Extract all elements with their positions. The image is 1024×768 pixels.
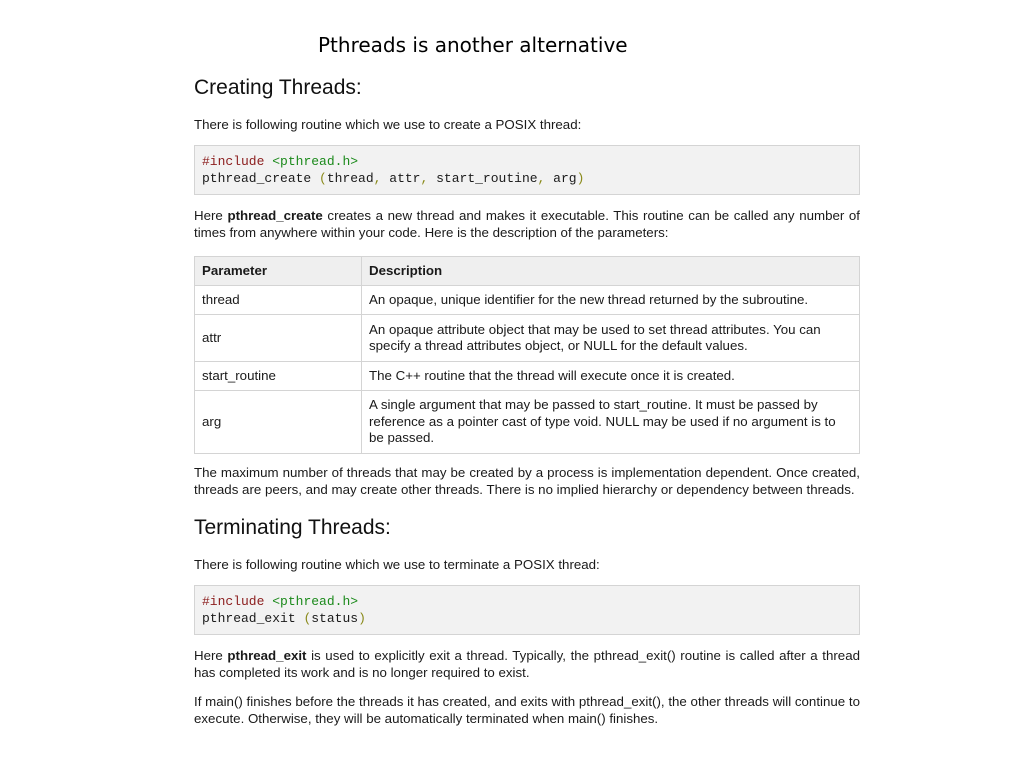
code-open-paren: ( bbox=[319, 171, 327, 186]
create-desc-post: creates a new thread and makes it executable. This routine can be called any number of times from anywhere within your code. Here is the description of the parameters: bbox=[194, 208, 860, 240]
param-cell: arg bbox=[195, 391, 362, 454]
code-comma: , bbox=[537, 171, 546, 186]
code-arg: thread bbox=[326, 171, 374, 186]
desc-cell: An opaque, unique identifier for the new thread returned by the subroutine. bbox=[362, 286, 860, 315]
create-outro: The maximum number of threads that may be created by a process is implementation dependent. Once created, threads are peers, and may create other threads. There is no implied hierarchy or dependency between threads. bbox=[194, 465, 860, 497]
create-desc-pre: Here bbox=[194, 208, 228, 223]
exit-desc-function: pthread_exit bbox=[227, 648, 307, 663]
param-cell: attr bbox=[195, 315, 362, 362]
code-include-file: <pthread.h> bbox=[272, 154, 359, 169]
param-cell: thread bbox=[195, 286, 362, 315]
main-exit-note: If main() finishes before the threads it has created, and exits with pthread_exit(), the other threads will continue to execute. Otherwise, they will be automatically terminated when main() finishes. bbox=[194, 694, 860, 726]
parameters-table bbox=[194, 256, 860, 454]
desc-cell: The C++ routine that the thread will execute once it is created. bbox=[362, 362, 860, 391]
desc-cell: An opaque attribute object that may be used to set thread attributes. You can specify a thread attributes object, or NULL for the default values. bbox=[362, 315, 860, 362]
code-arg: arg bbox=[553, 171, 577, 186]
code-arg: attr bbox=[389, 171, 421, 186]
table-header-row bbox=[195, 257, 860, 286]
table-row bbox=[195, 391, 860, 454]
slide-title: Pthreads is another alternative bbox=[318, 33, 628, 57]
code-function-name: pthread_create bbox=[202, 171, 312, 186]
desc-cell: A single argument that may be passed to start_routine. It must be passed by reference as a pointer cast of type void. NULL may be used if no argument is to be passed. bbox=[362, 391, 860, 454]
param-cell: start_routine bbox=[195, 362, 362, 391]
terminating-threads-heading: Terminating Threads: bbox=[194, 516, 391, 539]
create-code-block bbox=[194, 145, 860, 195]
exit-code-block bbox=[194, 585, 860, 635]
code-close-paren: ) bbox=[576, 171, 585, 186]
header-description: Description bbox=[362, 257, 860, 286]
table-row bbox=[195, 362, 860, 391]
table-row bbox=[195, 286, 860, 315]
table-row bbox=[195, 315, 860, 362]
code-include-file: <pthread.h> bbox=[272, 594, 359, 609]
code-arg: start_routine bbox=[436, 171, 538, 186]
exit-description bbox=[194, 647, 860, 681]
code-close-paren: ) bbox=[358, 611, 366, 626]
code-open-paren: ( bbox=[303, 611, 312, 626]
creating-intro: There is following routine which we use to create a POSIX thread: bbox=[194, 117, 582, 132]
create-desc-function: pthread_create bbox=[227, 208, 323, 223]
exit-desc-post: is used to explicitly exit a thread. Typically, the pthread_exit() routine is called after a thread has completed its work and is no longer required to exist. bbox=[194, 648, 860, 680]
code-include-keyword: #include bbox=[202, 594, 265, 609]
exit-desc-pre: Here bbox=[194, 648, 228, 663]
create-description bbox=[194, 207, 860, 241]
document-content bbox=[194, 74, 860, 727]
code-include-keyword: #include bbox=[202, 154, 265, 169]
terminating-intro: There is following routine which we use to terminate a POSIX thread: bbox=[194, 557, 600, 572]
code-comma: , bbox=[373, 171, 382, 186]
code-comma: , bbox=[420, 171, 429, 186]
creating-threads-heading: Creating Threads: bbox=[194, 76, 362, 99]
code-arg: status bbox=[311, 611, 359, 626]
header-parameter: Parameter bbox=[195, 257, 362, 286]
code-function-name: pthread_exit bbox=[202, 611, 296, 626]
